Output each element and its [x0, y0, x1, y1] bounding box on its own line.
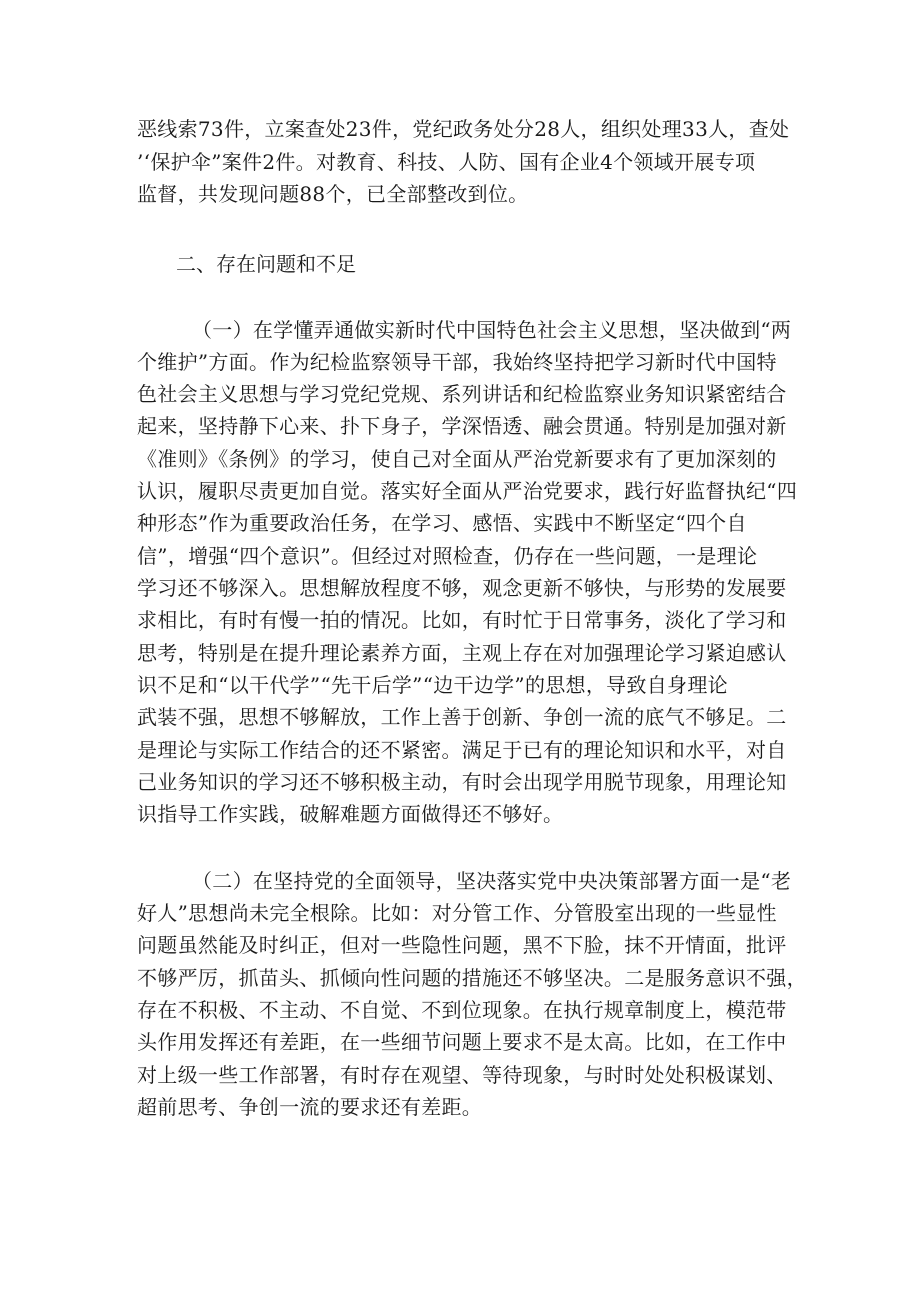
text-line: 种形态”作为重要政治任务，在学习、感悟、实践中不断坚定“四个自	[137, 511, 747, 535]
text-line: 问题虽然能及时纠正，但对一些隐性问题，黑不下脸，抹不开情面，批评	[137, 933, 787, 957]
text-line: 监督，共发现问题88个，已全部整改到位。	[137, 182, 529, 206]
text-line: 不够严厉，抓苗头、抓倾向性问题的措施还不够坚决。二是服务意识不强，	[137, 966, 807, 990]
text-line: 色社会主义思想与学习党纪党规、系列讲话和纪检监察业务知识紧密结合	[137, 382, 787, 406]
text-line: （一）在学懂弄通做实新时代中国特色社会主义思想，坚决做到“两	[192, 318, 792, 342]
text-line: 己业务知识的学习还不够积极主动，有时会出现学用脱节现象，用理论知	[137, 770, 787, 794]
text-line: 起来，坚持静下心来、扑下身子，学深悟透、融会贯通。特别是加强对新	[137, 414, 787, 438]
text-line: 《准则》《条例》的学习，使自己对全面从严治党新要求有了更加深刻的	[137, 447, 777, 471]
text-line: 思考，特别是在提升理论素养方面，主观上存在对加强理论学习紧迫感认	[137, 641, 787, 665]
text-line: 武装不强，思想不够解放，工作上善于创新、争创一流的底气不够足。二	[137, 705, 787, 729]
text-line: 学习还不够深入。思想解放程度不够，观念更新不够快，与形势的发展要	[137, 576, 787, 600]
text-line: 头作用发挥还有差距，在一些细节问题上要求不是太高。比如，在工作中	[137, 1030, 787, 1054]
section-heading: 二、存在问题和不足	[176, 252, 356, 276]
text-line: 识不足和“以干代学”“先干后学”“边干边学”的思想，导致自身理论	[137, 673, 728, 697]
text-line: 超前思考、争创一流的要求还有差距。	[137, 1095, 483, 1119]
text-line: （二）在坚持党的全面领导，坚决落实党中央决策部署方面一是“老	[192, 869, 792, 893]
text-line: 存在不积极、不主动、不自觉、不到位现象。在执行规章制度上，模范带	[137, 998, 787, 1022]
text-line: 求相比，有时有慢一拍的情况。比如，有时忙于日常事务，淡化了学习和	[137, 608, 787, 632]
text-line: 认识，履职尽责更加自觉。落实好全面从严治党要求，践行好监督执纪“四	[137, 479, 798, 503]
text-line: 对上级一些工作部署，有时存在观望、等待现象，与时时处处积极谋划、	[137, 1063, 787, 1087]
text-line: 是理论与实际工作结合的还不紧密。满足于已有的理论知识和水平，对自	[137, 738, 787, 762]
text-line: 好人”思想尚未完全根除。比如：对分管工作、分管股室出现的一些显性	[137, 901, 777, 925]
text-line: 恶线索73件，立案查处23件，党纪政务处分28人，组织处理33人，查处	[137, 117, 790, 141]
text-line: 识指导工作实践，破解难题方面做得还不够好。	[137, 802, 564, 826]
text-line: 信”，增强“四个意识”。但经过对照检查，仍存在一些问题，一是理论	[137, 544, 758, 568]
text-line: 个维护”方面。作为纪检监察领导干部，我始终坚持把学习新时代中国特	[137, 350, 777, 374]
text-line: ’‘保护伞”案件2件。对教育、科技、人防、国有企业4个领域开展专项	[137, 150, 756, 174]
